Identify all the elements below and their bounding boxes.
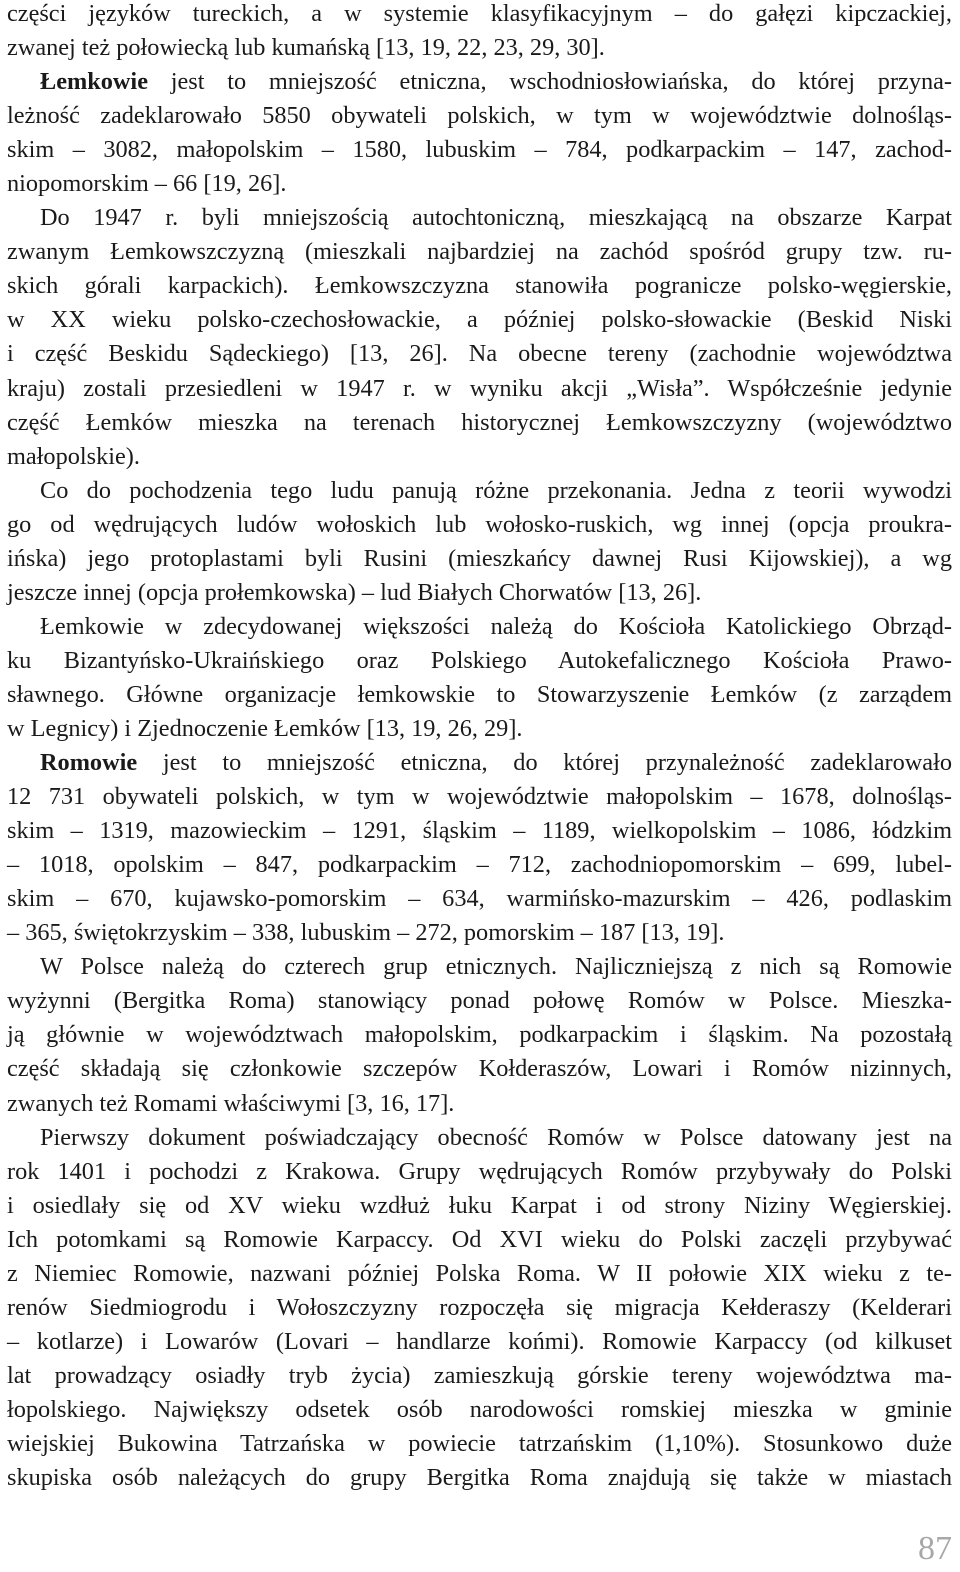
text-line bbox=[7, 440, 952, 474]
text-line bbox=[7, 1427, 952, 1461]
text-line bbox=[7, 31, 952, 65]
text-line bbox=[7, 1052, 952, 1086]
line-text: części języków tureckich, a w systemie klasyfikacyjnym – do gałęzi kipczackiej, bbox=[7, 0, 952, 27]
line-text: zwanym Łemkowszczyzną (mieszkali najbardziej na zachód spośród grupy tzw. ru- bbox=[7, 238, 952, 266]
line-text: skupiska osób należących do grupy Bergitka Roma znajdują się także w miastach bbox=[7, 1464, 952, 1492]
bold-term: Romowie bbox=[40, 749, 138, 777]
line-text: skich górali karpackich). Łemkowszczyzna stanowiła pogranicze polsko-węgierskie, bbox=[7, 272, 952, 300]
bold-term: Łemkowie bbox=[40, 68, 148, 96]
text-line bbox=[7, 950, 952, 984]
line-text: kraju) zostali przesiedleni w 1947 r. w wyniku akcji „Wisła”. Współcześnie jedynie bbox=[7, 374, 952, 402]
text-line bbox=[7, 474, 952, 508]
line-text: część Łemków mieszka na terenach historycznej Łemkowszczyzny (województwo bbox=[7, 408, 952, 436]
line-text: Do 1947 r. byli mniejszością autochtoniczną, mieszkającą na obszarze Karpat bbox=[40, 204, 952, 232]
text-line bbox=[7, 712, 952, 746]
text-line bbox=[7, 406, 952, 440]
text-line bbox=[7, 1223, 952, 1257]
text-line bbox=[7, 1461, 952, 1495]
line-text: łopolskiego. Największy odsetek osób narodowości romskiej mieszka w gminie bbox=[7, 1395, 952, 1423]
text-line bbox=[7, 508, 952, 542]
text-line bbox=[7, 167, 952, 201]
line-text: jest to mniejszość etniczna, do której przynależność zadeklarowało bbox=[137, 749, 952, 777]
line-text: go od wędrujących ludów wołoskich lub wołosko-ruskich, wg innej (opcja proukra- bbox=[7, 510, 952, 538]
line-text: i osiedlały się od XV wieku wzdłuż łuku Karpat i od strony Niziny Węgierskiej. bbox=[7, 1191, 952, 1219]
text-line bbox=[7, 235, 952, 269]
line-text: skim – 3082, małopolskim – 1580, lubuskim – 784, podkarpackim – 147, zachod- bbox=[7, 136, 952, 164]
text-line bbox=[7, 65, 952, 99]
line-text: ińska) jego protoplastami byli Rusini (mieszkańcy dawnej Rusi Kijowskiej), a wg bbox=[7, 544, 952, 572]
line-text: Co do pochodzenia tego ludu panują różne przekonania. Jedna z teorii wywodzi bbox=[40, 476, 952, 504]
line-text: – 365, świętokrzyskim – 338, lubuskim – 272, pomorskim – 187 [13, 19]. bbox=[7, 919, 725, 947]
text-line bbox=[7, 644, 952, 678]
text-line bbox=[7, 1155, 952, 1189]
paragraph bbox=[7, 201, 952, 473]
text-line bbox=[7, 133, 952, 167]
line-text: skim – 1319, mazowieckim – 1291, śląskim – 1189, wielkopolskim – 1086, łódzkim bbox=[7, 817, 952, 845]
line-text: renów Siedmiogrodu i Wołoszczyzny rozpoczęła się migracja Kełderaszy (Kelderari bbox=[7, 1293, 952, 1321]
line-text: małopolskie). bbox=[7, 442, 140, 470]
line-text: z Niemiec Romowie, nazwani później Polska Roma. W II połowie XIX wieku z te- bbox=[7, 1259, 952, 1287]
text-line bbox=[7, 780, 952, 814]
text-line bbox=[7, 916, 952, 950]
line-text: wyżynni (Bergitka Roma) stanowiący ponad połowę Romów w Polsce. Mieszka- bbox=[7, 987, 952, 1015]
line-text: i część Beskidu Sądeckiego) [13, 26]. Na obecne tereny (zachodnie województwa bbox=[7, 340, 952, 368]
line-text: Pierwszy dokument poświadczający obecność Romów w Polsce datowany jest na bbox=[40, 1123, 952, 1151]
text-line bbox=[7, 746, 952, 780]
text-line bbox=[7, 576, 952, 610]
text-line bbox=[7, 984, 952, 1018]
line-text: W Polsce należą do czterech grup etnicznych. Najliczniejszą z nich są Romowie bbox=[40, 953, 952, 981]
text-line bbox=[7, 1325, 952, 1359]
line-text: jest to mniejszość etniczna, wschodniosłowiańska, do której przyna- bbox=[147, 68, 952, 96]
line-text: rok 1401 i pochodzi z Krakowa. Grupy wędrujących Romów przybywały do Polski bbox=[7, 1157, 952, 1185]
text-line bbox=[7, 99, 952, 133]
line-text: zwanej też połowiecką lub kumańską [13, 19, 22, 23, 29, 30]. bbox=[7, 34, 605, 62]
line-text: w XX wieku polsko-czechosłowackie, a później polsko-słowackie (Beskid Niski bbox=[7, 306, 952, 334]
text-line bbox=[7, 303, 952, 337]
line-text: zwanych też Romami właściwymi [3, 16, 17]. bbox=[7, 1089, 455, 1117]
line-text: 12 731 obywateli polskich, w tym w województwie małopolskim – 1678, dolnośląs- bbox=[7, 783, 952, 811]
line-text: Łemkowie w zdecydowanej większości należą do Kościoła Katolickiego Obrząd- bbox=[40, 612, 952, 640]
text-line bbox=[7, 882, 952, 916]
page-text bbox=[7, 0, 952, 1495]
line-text: część składają się członkowie szczepów Kołderaszów, Lowari i Romów nizinnych, bbox=[7, 1055, 952, 1083]
page-number: 87 bbox=[918, 1530, 952, 1567]
text-line bbox=[7, 0, 952, 31]
text-line bbox=[7, 201, 952, 235]
paragraph bbox=[7, 1121, 952, 1496]
text-line bbox=[7, 1121, 952, 1155]
text-line bbox=[7, 1359, 952, 1393]
text-line bbox=[7, 1018, 952, 1052]
text-line bbox=[7, 1189, 952, 1223]
text-line bbox=[7, 610, 952, 644]
text-line bbox=[7, 1087, 952, 1121]
text-line bbox=[7, 269, 952, 303]
line-text: wiejskiej Bukowina Tatrzańska w powiecie tatrzańskim (1,10%). Stosunkowo duże bbox=[7, 1429, 952, 1457]
line-text: ku Bizantyńsko-Ukraińskiego oraz Polskiego Autokefalicznego Kościoła Prawo- bbox=[7, 646, 952, 674]
text-line bbox=[7, 678, 952, 712]
line-text: ją głównie w województwach małopolskim, podkarpackim i śląskim. Na pozostałą bbox=[7, 1021, 952, 1049]
text-line bbox=[7, 1291, 952, 1325]
line-text: jeszcze innej (opcja prołemkowska) – lud Białych Chorwatów [13, 26]. bbox=[7, 578, 702, 606]
text-line bbox=[7, 848, 952, 882]
paragraph bbox=[7, 950, 952, 1120]
paragraph bbox=[7, 610, 952, 746]
text-line bbox=[7, 542, 952, 576]
text-line bbox=[7, 372, 952, 406]
line-text: leżność zadeklarowało 5850 obywateli polskich, w tym w województwie dolnośląs- bbox=[7, 102, 952, 130]
text-line bbox=[7, 337, 952, 371]
paragraph bbox=[7, 65, 952, 201]
text-line bbox=[7, 1257, 952, 1291]
line-text: skim – 670, kujawsko-pomorskim – 634, warmińsko-mazurskim – 426, podlaskim bbox=[7, 885, 952, 913]
line-text: w Legnicy) i Zjednoczenie Łemków [13, 19, 26, 29]. bbox=[7, 714, 523, 742]
line-text: Ich potomkami są Romowie Karpaccy. Od XVI wieku do Polski zaczęli przybywać bbox=[7, 1225, 952, 1253]
paragraph bbox=[7, 0, 952, 65]
text-line bbox=[7, 814, 952, 848]
paragraph bbox=[7, 746, 952, 950]
line-text: – kotlarze) i Lowarów (Lovari – handlarze końmi). Romowie Karpaccy (od kilkuset bbox=[7, 1327, 952, 1355]
line-text: – 1018, opolskim – 847, podkarpackim – 712, zachodniopomorskim – 699, lubel- bbox=[7, 851, 952, 879]
text-line bbox=[7, 1393, 952, 1427]
line-text: niopomorskim – 66 [19, 26]. bbox=[7, 170, 287, 198]
paragraph bbox=[7, 474, 952, 610]
line-text: lat prowadzący osiadły tryb życia) zamieszkują górskie tereny województwa ma- bbox=[7, 1361, 952, 1389]
line-text: sławnego. Główne organizacje łemkowskie to Stowarzyszenie Łemków (z zarządem bbox=[7, 680, 952, 708]
